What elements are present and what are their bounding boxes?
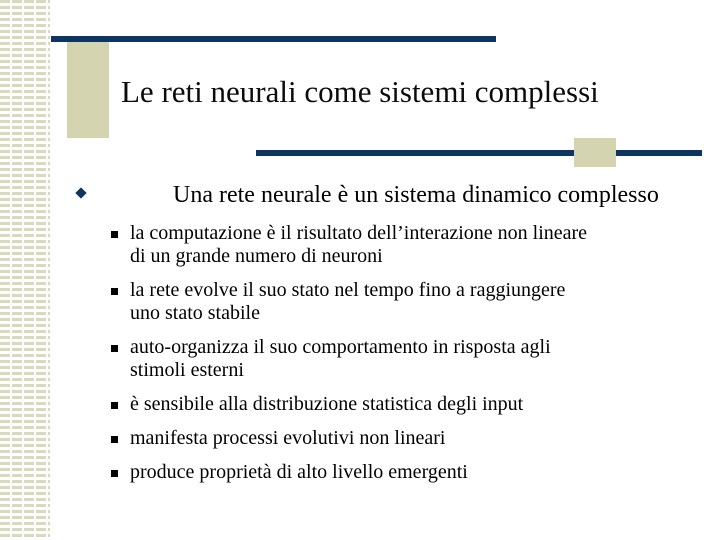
list-item-line: auto-organizza il suo comportamento in risposta agli xyxy=(130,336,551,358)
list-item xyxy=(108,427,708,450)
top-accent-bar xyxy=(51,36,496,42)
title-accent-box xyxy=(67,37,109,138)
list-item xyxy=(108,461,708,484)
square-bullet-icon xyxy=(111,231,118,238)
bottom-accent-bar xyxy=(256,150,702,156)
list-item-line: è sensibile alla distribuzione statistica degli input xyxy=(130,393,524,415)
list-item xyxy=(108,279,708,325)
square-bullet-icon xyxy=(111,288,118,295)
square-bullet-icon xyxy=(111,345,118,352)
sub-bullet-list xyxy=(108,222,708,484)
corner-accent-box xyxy=(574,138,616,167)
list-item-line: la computazione è il risultato dell’interazione non lineare xyxy=(130,222,588,244)
list-item-line: stimoli esterni xyxy=(130,359,244,381)
list-item xyxy=(108,222,708,268)
square-bullet-icon xyxy=(111,402,118,409)
list-item-line: produce proprietà di alto livello emergenti xyxy=(130,461,468,483)
list-item xyxy=(108,393,708,416)
list-item-line: manifesta processi evolutivi non lineari xyxy=(130,427,446,449)
list-item-line: la rete evolve il suo stato nel tempo fino a raggiungere xyxy=(130,279,566,301)
diamond-bullet-icon xyxy=(75,187,86,198)
square-bullet-icon xyxy=(111,470,118,477)
square-bullet-icon xyxy=(111,436,118,443)
main-bullet-text: Una rete neurale è un sistema dinamico complesso xyxy=(173,182,659,208)
left-stripe-overlay xyxy=(0,0,50,540)
list-item-line: uno stato stabile xyxy=(130,302,260,324)
list-item xyxy=(108,336,708,382)
slide-title: Le reti neurali come sistemi complessi xyxy=(121,74,599,109)
list-item-line: di un grande numero di neuroni xyxy=(130,245,383,267)
